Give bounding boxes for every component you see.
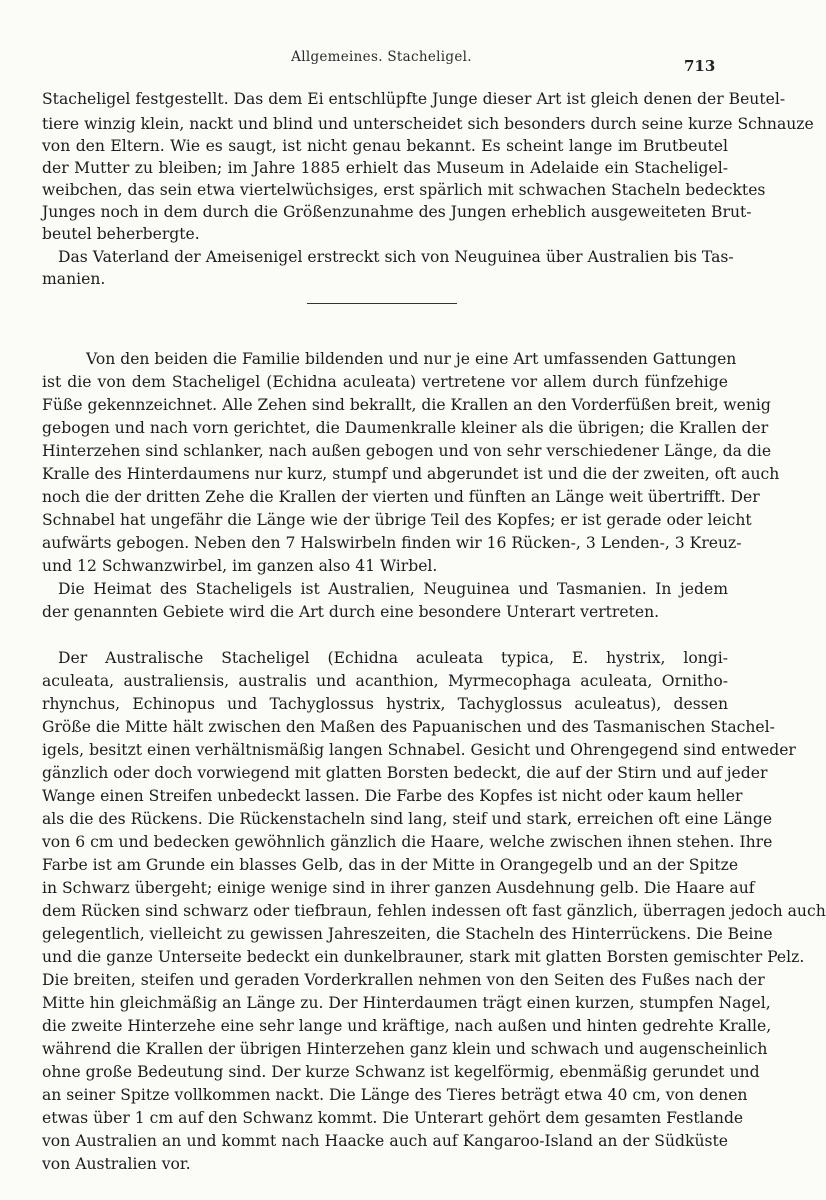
text-line: tiere winzig klein, nackt und blind und unterscheidet sich besonders durch seine kurze Schnauze (42, 115, 814, 133)
text-line: manien. (42, 270, 106, 288)
text-line: aculeata, australiensis, australis und acanthion, Myrmecophaga aculeata, Ornitho- (42, 672, 728, 690)
text-line: Schnabel hat ungefähr die Länge wie der übrige Teil des Kopfes; er ist gerade oder leicht (42, 511, 752, 529)
text-line: während die Krallen der übrigen Hinterzehen ganz klein und schwach und augenscheinlich (42, 1040, 768, 1058)
section-divider (307, 303, 457, 304)
running-title: Allgemeines. Stacheligel. (291, 49, 472, 65)
text-line: weibchen, das sein etwa viertelwüchsiges, erst spärlich mit schwachen Stacheln bedecktes (42, 181, 766, 199)
text-line: Junges noch in dem durch die Größenzunahme des Jungen erheblich ausgeweiteten Brut- (42, 203, 752, 221)
text-line: Kralle des Hinterdaumens nur kurz, stumpf und abgerundet ist und die der zweiten, oft auch (42, 465, 780, 483)
text-line: und 12 Schwanzwirbel, im ganzen also 41 Wirbel. (42, 557, 438, 575)
text-line: rhynchus, Echinopus und Tachyglossus hystrix, Tachyglossus aculeatus), dessen (42, 695, 728, 713)
text-line: Stacheligel festgestellt. Das dem Ei entschlüpfte Junge dieser Art ist gleich denen der Beutel- (42, 90, 786, 108)
text-line: etwas über 1 cm auf den Schwanz kommt. Die Unterart gehört dem gesamten Festlande (42, 1109, 744, 1127)
text-line: die zweite Hinterzehe eine sehr lange und kräftige, nach außen und hinten gedrehte Kralle, (42, 1017, 772, 1035)
text-line: beutel beherbergte. (42, 225, 200, 243)
text-line: in Schwarz übergeht; einige wenige sind in ihrer ganzen Ausdehnung gelb. Die Haare auf (42, 879, 755, 897)
text-line: gelegentlich, vielleicht zu gewissen Jahreszeiten, die Stacheln des Hinterrückens. Die Beine (42, 925, 773, 943)
page-number: 713 (684, 57, 716, 75)
text-line: ist die von dem Stacheligel (Echidna aculeata) vertretene vor allem durch fünfzehige (42, 373, 728, 391)
text-line: noch die der dritten Zehe die Krallen der vierten und fünften an Länge weit übertrifft. Der (42, 488, 760, 506)
text-line: gänzlich oder doch vorwiegend mit glatten Borsten bedeckt, die auf der Stirn und auf jeder (42, 764, 768, 782)
text-line: von Australien an und kommt nach Haacke auch auf Kangaroo-Island an der Südküste (42, 1132, 728, 1150)
text-line: an seiner Spitze vollkommen nackt. Die Länge des Tieres beträgt etwa 40 cm, von denen (42, 1086, 748, 1104)
text-line: dem Rücken sind schwarz oder tiefbraun, fehlen indessen oft fast gänzlich, überragen jedoch auch (42, 902, 826, 920)
text-line: Von den beiden die Familie bildenden und nur je eine Art umfassenden Gattungen (86, 350, 737, 368)
text-line: von den Eltern. Wie es saugt, ist nicht genau bekannt. Es scheint lange im Brutbeutel (42, 137, 728, 155)
text-line: Füße gekennzeichnet. Alle Zehen sind bekrallt, die Krallen an den Vorderfüßen breit, wenig (42, 396, 771, 414)
text-line: Wange einen Streifen unbedeckt lassen. Die Farbe des Kopfes ist nicht oder kaum heller (42, 787, 743, 805)
text-line: Der Australische Stacheligel (Echidna aculeata typica, E. hystrix, longi- (58, 649, 728, 667)
text-line: der genannten Gebiete wird die Art durch eine besondere Unterart vertreten. (42, 603, 660, 621)
text-line: als die des Rückens. Die Rückenstacheln sind lang, steif und stark, erreichen oft eine Länge (42, 810, 773, 828)
text-line: Das Vaterland der Ameisenigel erstreckt sich von Neuguinea über Australien bis Tas- (58, 248, 734, 266)
text-line: Die Heimat des Stacheligels ist Australien, Neuguinea und Tasmanien. In jedem (58, 580, 728, 598)
text-line: Größe die Mitte hält zwischen den Maßen des Papuanischen und des Tasmanischen Stachel- (42, 718, 775, 736)
text-line: von Australien vor. (42, 1155, 191, 1173)
text-line: der Mutter zu bleiben; im Jahre 1885 erhielt das Museum in Adelaide ein Stacheligel- (42, 159, 728, 177)
text-line: Farbe ist am Grunde ein blasses Gelb, das in der Mitte in Orangegelb und an der Spitze (42, 856, 739, 874)
text-line: ohne große Bedeutung sind. Der kurze Schwanz ist kegelförmig, ebenmäßig gerundet und (42, 1063, 760, 1081)
text-line: Die breiten, steifen und geraden Vorderkrallen nehmen von den Seiten des Fußes nach der (42, 971, 765, 989)
text-line: Mitte hin gleichmäßig an Länge zu. Der Hinterdaumen trägt einen kurzen, stumpfen Nagel, (42, 994, 771, 1012)
text-line: von 6 cm und bedecken gewöhnlich gänzlich die Haare, welche zwischen ihnen stehen. Ihre (42, 833, 773, 851)
text-line: Hinterzehen sind schlanker, nach außen gebogen und von sehr verschiedener Länge, da die (42, 442, 772, 460)
text-line: und die ganze Unterseite bedeckt ein dunkelbrauner, stark mit glatten Borsten gemischter Pelz. (42, 948, 805, 966)
text-line: igels, besitzt einen verhältnismäßig langen Schnabel. Gesicht und Ohrengegend sind entweder (42, 741, 796, 759)
text-line: gebogen und nach vorn gerichtet, die Daumenkralle kleiner als die übrigen; die Krallen der (42, 419, 769, 437)
text-line: aufwärts gebogen. Neben den 7 Halswirbeln finden wir 16 Rücken-, 3 Lenden-, 3 Kreuz- (42, 534, 742, 552)
